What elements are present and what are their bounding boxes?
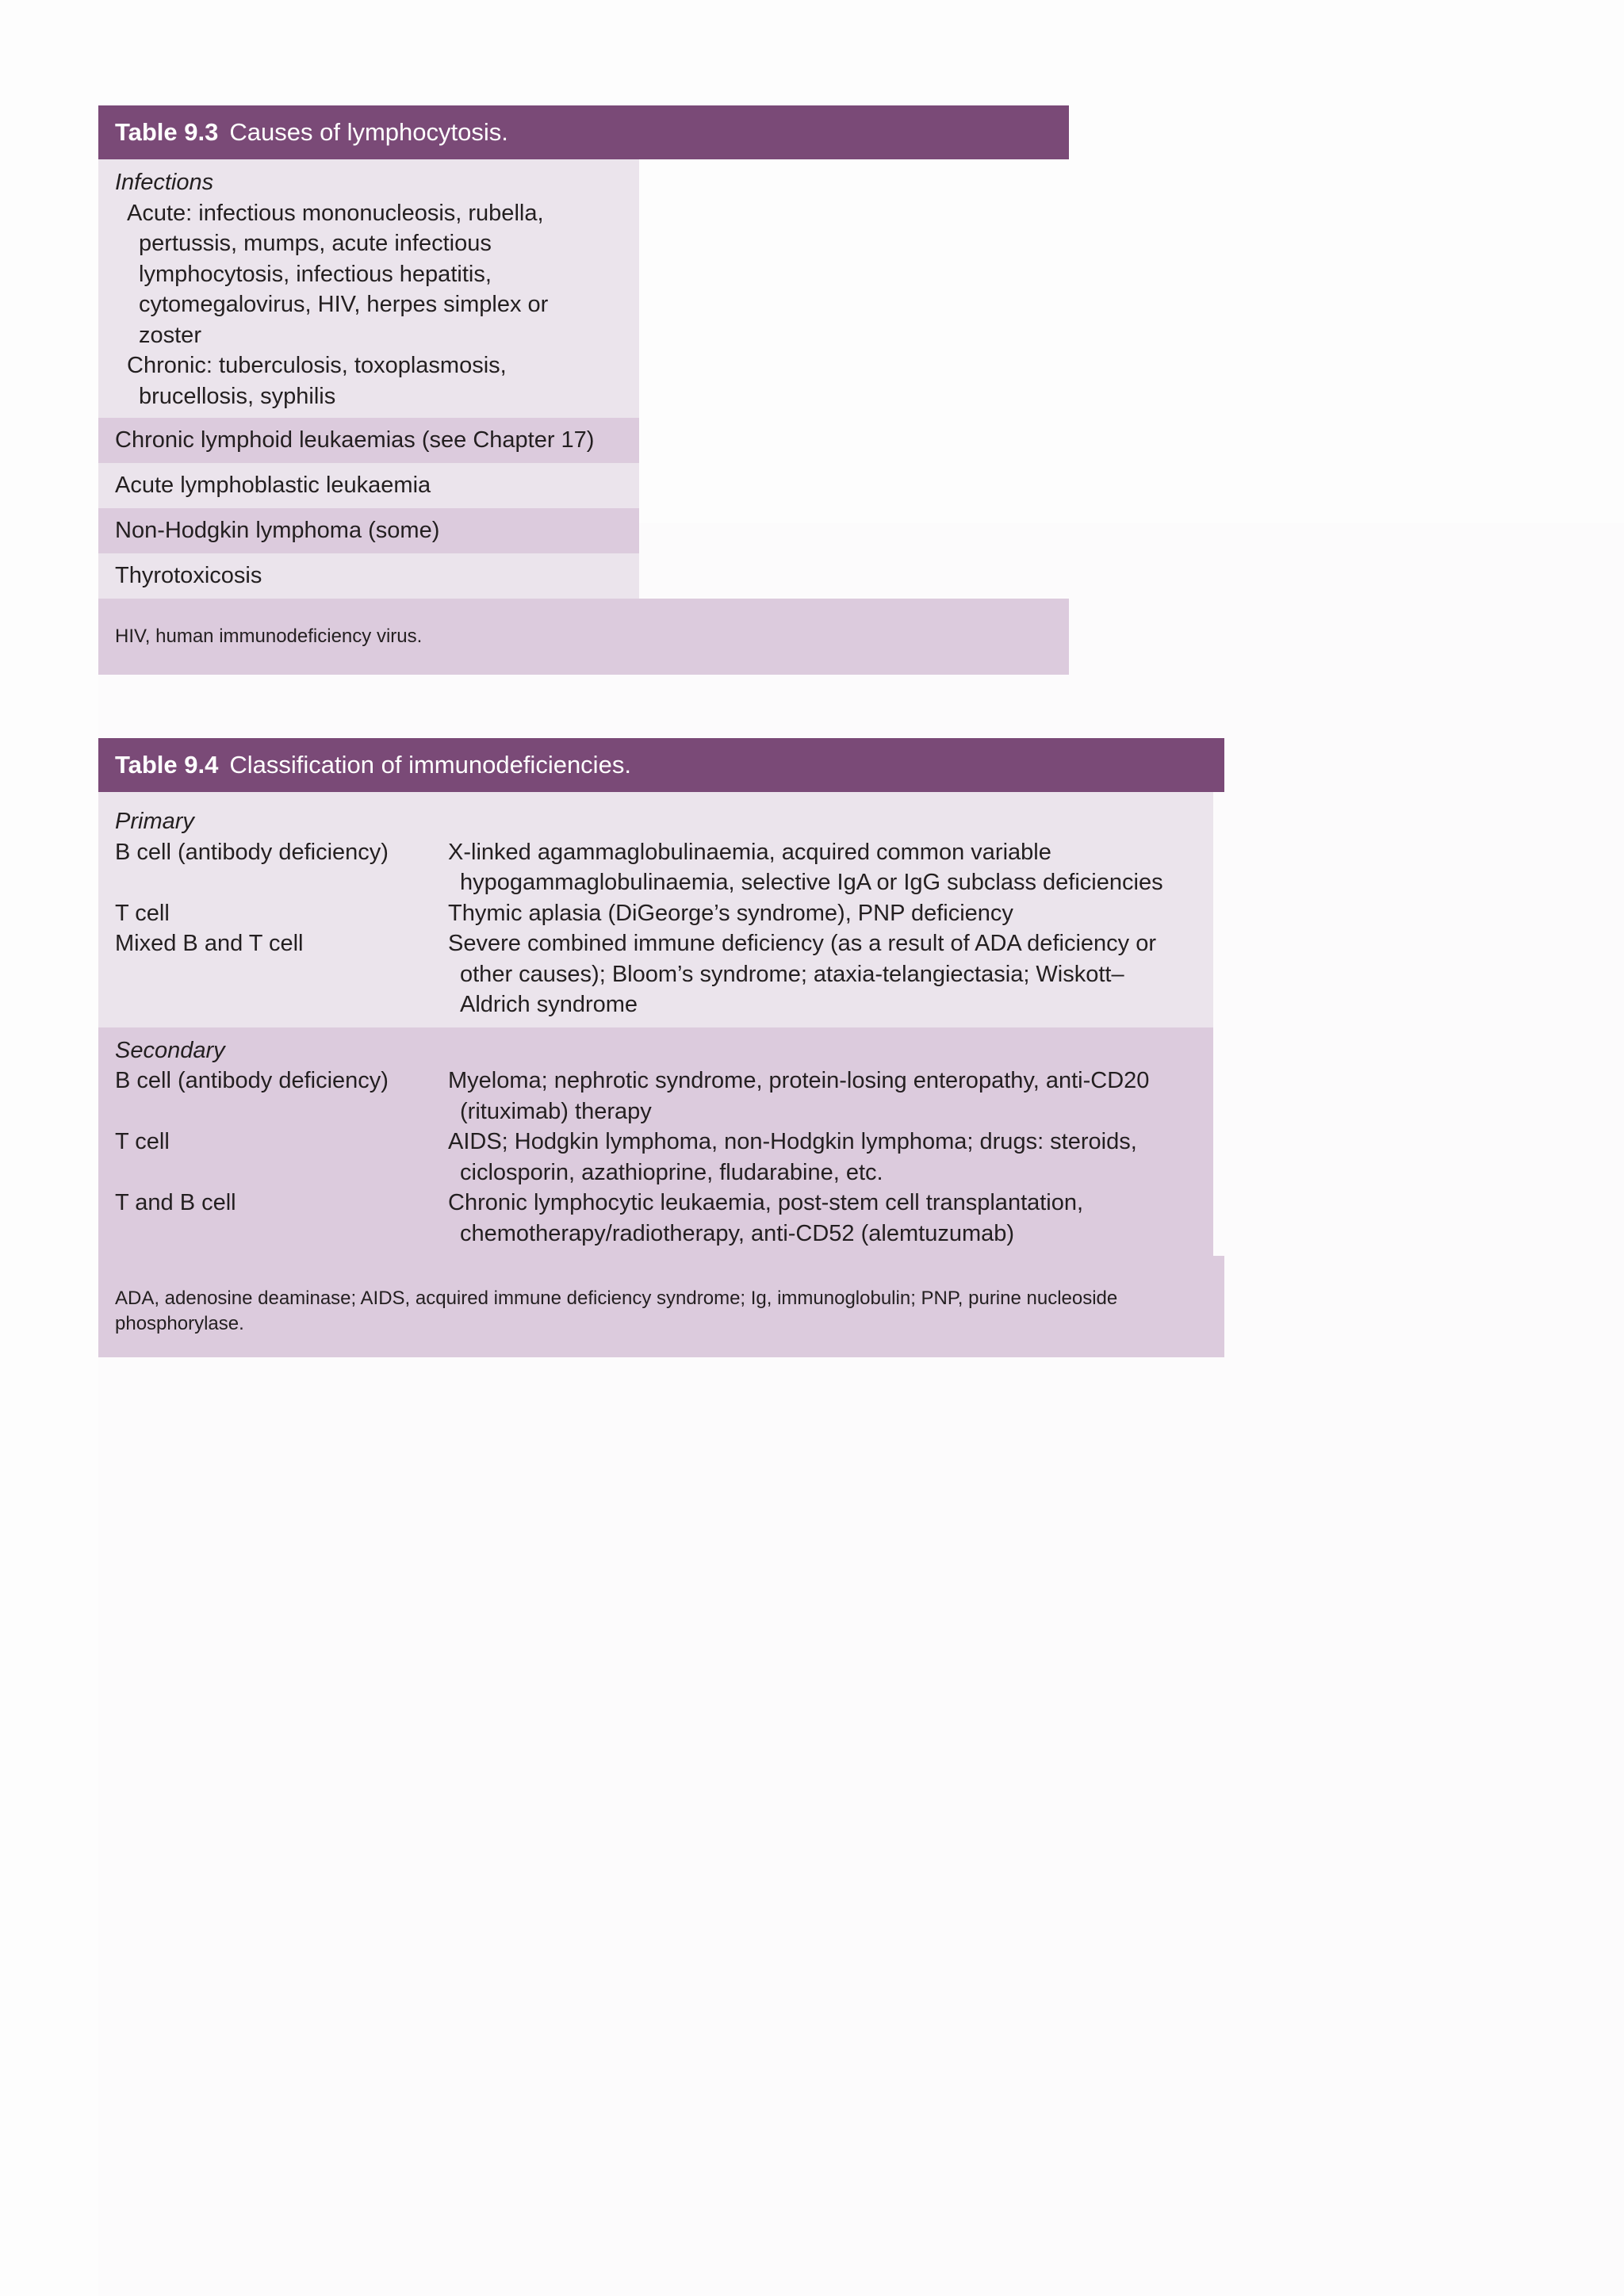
- table-footnote: HIV, human immunodeficiency virus.: [98, 599, 1069, 675]
- cell-type: B cell (antibody deficiency): [115, 839, 389, 865]
- text-line: ciclosporin, azathioprine, fludarabine, etc.: [460, 1159, 883, 1185]
- table-row: [115, 898, 1213, 929]
- table-9-4: [98, 738, 1224, 1357]
- infections-block: [98, 159, 639, 418]
- table-row: [115, 1127, 1213, 1188]
- cell-causes: [448, 837, 1213, 898]
- text-line: hypogammaglobulinaemia, selective IgA or IgG subclass deficiencies: [460, 870, 1163, 895]
- cell-type: T cell: [115, 1129, 170, 1154]
- table-row: Thyrotoxicosis: [98, 553, 639, 599]
- section-label: Infections: [115, 170, 214, 195]
- secondary-section: [98, 1027, 1213, 1257]
- cell-causes: [448, 1066, 1213, 1127]
- table-row: [115, 837, 1213, 898]
- text-line: Myeloma; nephrotic syndrome, protein-losing enteropathy, anti-CD20: [448, 1068, 1150, 1093]
- text-line: X-linked agammaglobulinaemia, acquired common variable: [448, 839, 1051, 865]
- table-9-3: [98, 105, 1069, 675]
- text-line: Severe combined immune deficiency (as a result of ADA deficiency or: [448, 931, 1156, 956]
- cell-causes: [448, 928, 1213, 1020]
- cell-type: T cell: [115, 900, 170, 926]
- table-body: [98, 792, 1213, 1256]
- text-line: Thymic aplasia (DiGeorge’s syndrome), PNP deficiency: [448, 900, 1013, 926]
- cell-causes: [448, 898, 1213, 929]
- table-title: Classification of immunodeficiencies.: [229, 751, 631, 779]
- text-line: brucellosis, syphilis: [139, 383, 336, 409]
- text-line: Chronic lymphocytic leukaemia, post-stem cell transplantation,: [448, 1190, 1084, 1215]
- text-line: cytomegalovirus, HIV, herpes simplex or: [139, 292, 549, 317]
- table-header: [98, 738, 1224, 792]
- text-line: Acute: infectious mononucleosis, rubella,: [127, 200, 544, 226]
- table-number: Table 9.3: [115, 118, 219, 146]
- acute-infections: [115, 198, 639, 351]
- text-line: AIDS; Hodgkin lymphoma, non-Hodgkin lymphoma; drugs: steroids,: [448, 1129, 1137, 1154]
- chronic-infections: [115, 350, 639, 411]
- text-line: Aldrich syndrome: [460, 992, 638, 1017]
- primary-section: [98, 792, 1213, 1027]
- table-row: [115, 1188, 1213, 1249]
- table-row: [115, 928, 1213, 1020]
- cell-causes: [448, 1188, 1213, 1249]
- table-row: Non-Hodgkin lymphoma (some): [98, 508, 639, 553]
- table-row: [115, 1066, 1213, 1127]
- cell-type: B cell (antibody deficiency): [115, 1068, 389, 1093]
- table-header: [98, 105, 1069, 159]
- cell-type: Mixed B and T cell: [115, 931, 304, 956]
- text-line: chemotherapy/radiotherapy, anti-CD52 (alemtuzumab): [460, 1220, 1015, 1246]
- text-line: lymphocytosis, infectious hepatitis,: [139, 261, 492, 287]
- section-label: Secondary: [115, 1037, 225, 1063]
- table-title: Causes of lymphocytosis.: [229, 118, 508, 146]
- table-row: Acute lymphoblastic leukaemia: [98, 463, 639, 508]
- table-body: [98, 159, 639, 599]
- text-line: zoster: [139, 322, 201, 348]
- table-footnote: ADA, adenosine deaminase; AIDS, acquired immune deficiency syndrome; Ig, immunoglobulin; PNP, purine nucleoside phosphorylase.: [98, 1256, 1224, 1357]
- section-label: Primary: [115, 809, 194, 834]
- text-line: pertussis, mumps, acute infectious: [139, 231, 492, 256]
- table-row: Chronic lymphoid leukaemias (see Chapter 17): [98, 418, 639, 463]
- table-number: Table 9.4: [115, 751, 219, 779]
- text-line: (rituximab) therapy: [460, 1098, 652, 1124]
- cell-type: T and B cell: [115, 1190, 236, 1215]
- cell-causes: [448, 1127, 1213, 1188]
- text-line: Chronic: tuberculosis, toxoplasmosis,: [127, 353, 507, 378]
- text-line: other causes); Bloom’s syndrome; ataxia-telangiectasia; Wiskott–: [460, 961, 1124, 987]
